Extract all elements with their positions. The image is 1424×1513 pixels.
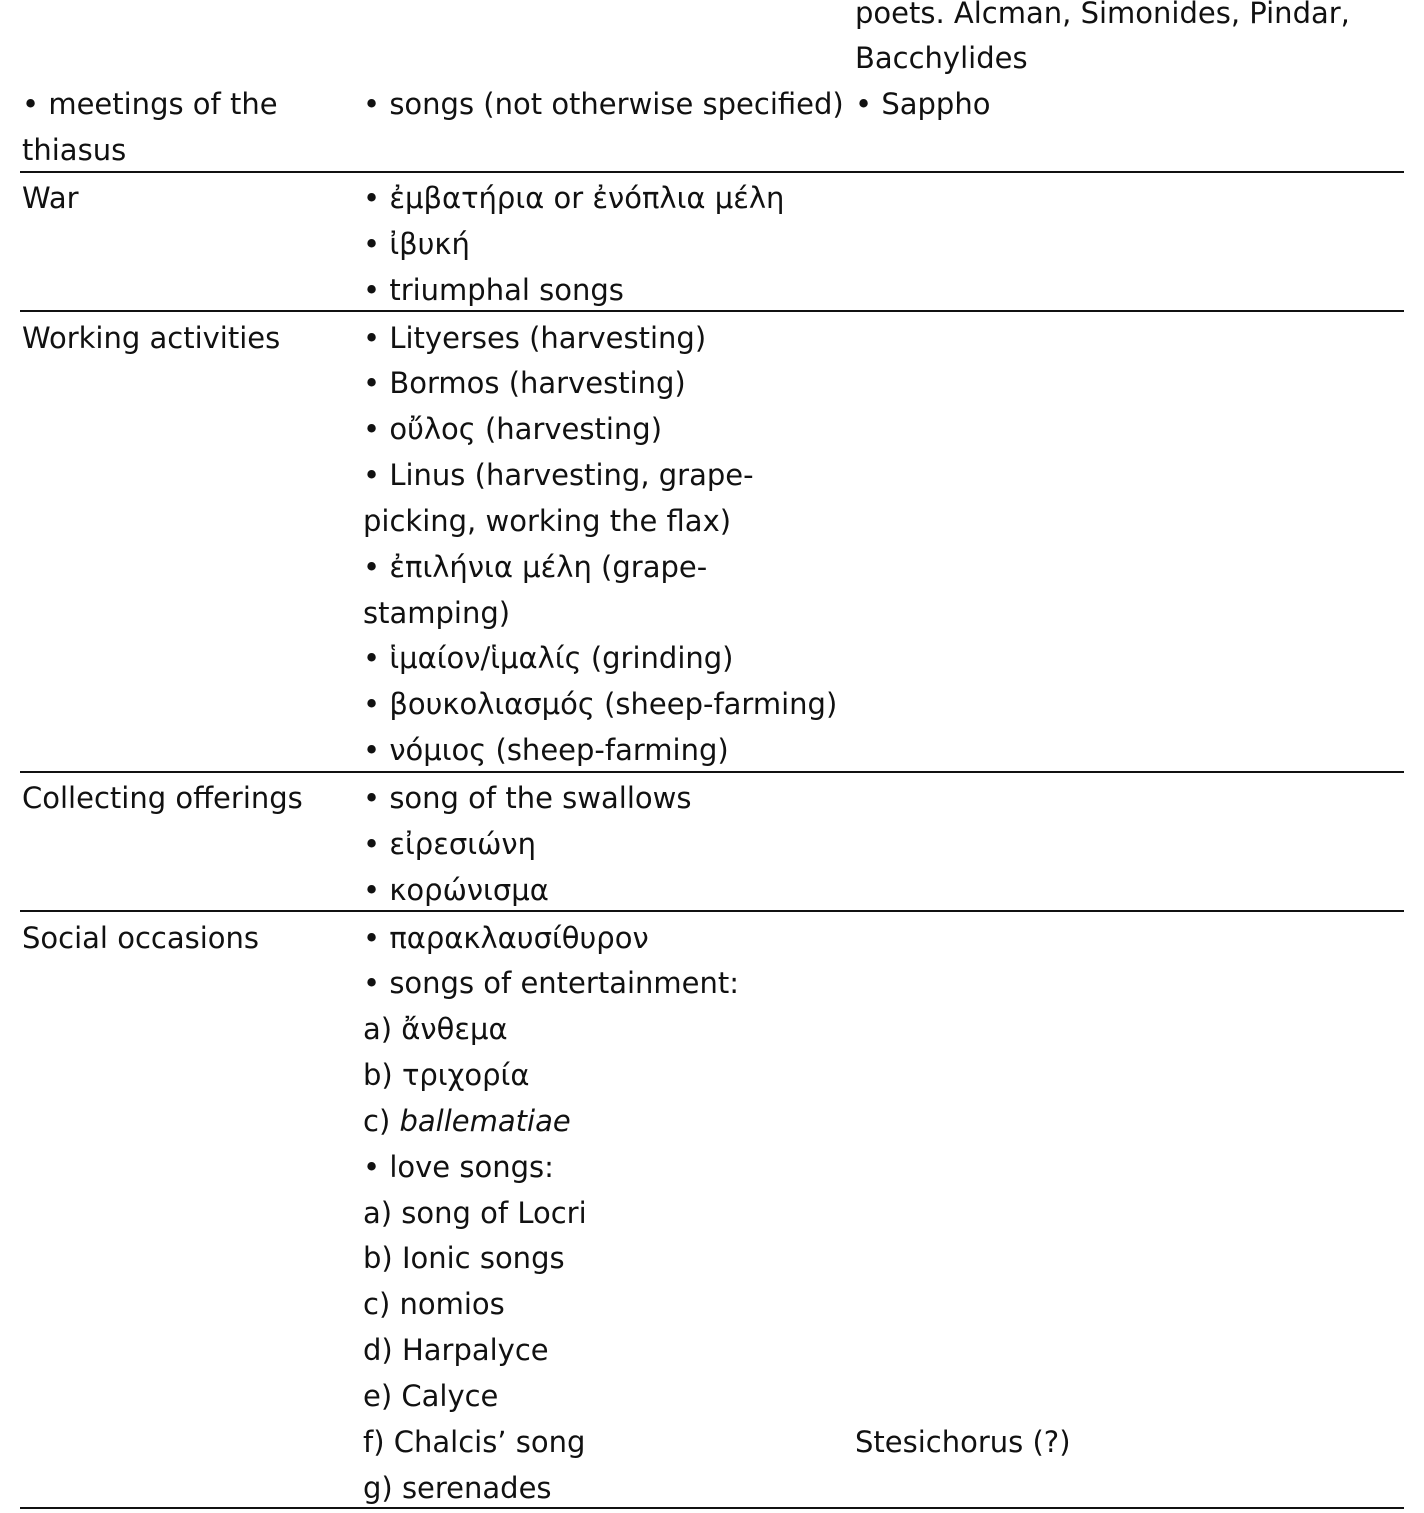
genre-cell: • love songs: — [363, 1150, 554, 1184]
genre-cell: b) Ionic songs — [363, 1241, 565, 1275]
poet-cell: Stesichorus (?) — [855, 1425, 1071, 1459]
genre-cell: • songs of entertainment: — [363, 966, 740, 1000]
genre-cell: • Linus (harvesting, grape- — [363, 458, 754, 492]
genre-cell — [363, 1103, 571, 1139]
genre-cell: • Bormos (harvesting) — [363, 366, 686, 400]
poet-cell: • Sappho — [855, 87, 991, 121]
occasion-cell: Social occasions — [22, 921, 259, 955]
genre-cell: • Lityerses (harvesting) — [363, 321, 707, 355]
genre-cell: a) song of Locri — [363, 1196, 587, 1230]
occasion-cell: • meetings of the — [22, 87, 278, 121]
genre-cell: • οὔλος (harvesting) — [363, 412, 663, 446]
genre-cell: picking, working the flax) — [363, 504, 732, 538]
genre-cell: b) τριχορία — [363, 1058, 530, 1092]
occasion-cell: Working activities — [22, 321, 281, 355]
genre-cell: • βουκολιασμός (sheep-farming) — [363, 687, 838, 721]
genre-cell: stamping) — [363, 596, 511, 630]
genre-italic: ballematiae — [399, 1104, 571, 1138]
genre-cell: • νόμιος (sheep-farming) — [363, 733, 729, 767]
genre-cell: a) ἄνθεμα — [363, 1012, 508, 1046]
row-divider — [20, 910, 1404, 912]
occasion-cell: War — [22, 181, 79, 215]
occasion-cell: thiasus — [22, 133, 127, 167]
genre-cell: f) Chalcis’ song — [363, 1425, 586, 1459]
genre-cell: c) nomios — [363, 1287, 505, 1321]
genre-cell: • κορώνισμα — [363, 873, 549, 907]
genre-cell: • ἐμβατήρια or ἐνόπλια μέλη — [363, 181, 785, 215]
genre-cell: e) Calyce — [363, 1379, 499, 1413]
occasion-cell: Collecting offerings — [22, 781, 303, 815]
poets-line: poets. Alcman, Simonides, Pindar, — [855, 0, 1350, 30]
genre-cell: • songs (not otherwise specified) — [363, 87, 844, 121]
genre-cell: • εἰρεσιώνη — [363, 827, 536, 861]
genre-cell: • triumphal songs — [363, 273, 624, 307]
genre-marker: c) — [363, 1104, 391, 1138]
genre-cell: • song of the swallows — [363, 781, 692, 815]
genre-cell: • παρακλαυσίθυρον — [363, 921, 649, 955]
genre-cell: g) serenades — [363, 1471, 552, 1505]
row-divider — [20, 310, 1404, 312]
row-divider — [20, 1507, 1404, 1509]
poets-line: Bacchylides — [855, 41, 1028, 75]
row-divider — [20, 771, 1404, 773]
genre-cell: • ἰβυκή — [363, 227, 470, 261]
genre-cell: • ἱμαίον/ἱμαλίς (grinding) — [363, 641, 734, 675]
row-divider — [20, 171, 1404, 173]
genre-cell: • ἐπιλήνια μέλη (grape- — [363, 550, 708, 584]
genre-cell: d) Harpalyce — [363, 1333, 549, 1367]
